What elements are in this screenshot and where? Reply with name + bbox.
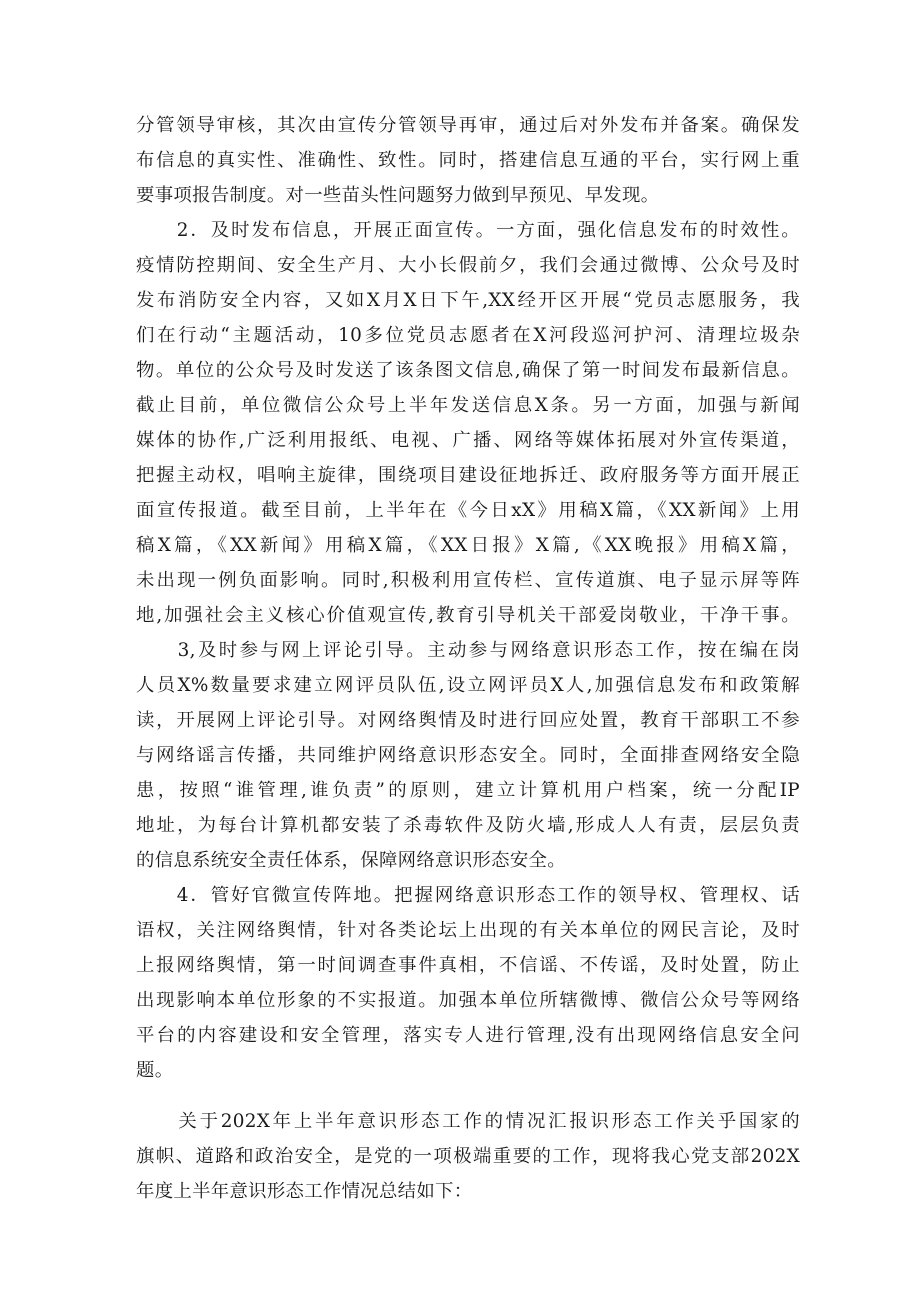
text-line: 疫情防控期间、安全生产月、大小长假前夕，我们会通过微博、公众号及时	[136, 255, 800, 276]
text-line: 年度上半年意识形态工作情况总结如下：	[136, 1181, 473, 1202]
text-line: 关于202X年上半年意识形态工作的情况汇报识形态工作关乎国家的	[136, 1111, 800, 1132]
paragraph-3	[136, 633, 800, 878]
text-line: 地,加强社会主义核心价值观宣传,教育引导机关干部爱岗敬业，干净干事。	[136, 605, 800, 626]
paragraph-2	[136, 213, 800, 633]
text-line: 2．及时发布信息，开展正面宣传。一方面，强化信息发布的时效性。	[136, 220, 800, 241]
text-line: 语权，关注网络舆情，针对各类论坛上出现的有关本单位的网民言论，及时	[136, 920, 800, 941]
text-line: 人员X%数量要求建立网评员队伍,设立网评员X人,加强信息发布和政策解	[136, 675, 800, 696]
text-line: 4．管好官微宣传阵地。把握网络意识形态工作的领导权、管理权、话	[136, 885, 800, 906]
text-line: 们在行动“主题活动，10多位党员志愿者在X河段巡河护河、清理垃圾杂	[136, 325, 800, 346]
text-line: 截止目前，单位微信公众号上半年发送信息X条。另一方面，加强与新闻	[136, 395, 800, 416]
text-line: 物。单位的公众号及时发送了该条图文信息,确保了第一时间发布最新信息。	[136, 360, 800, 381]
text-line: 出现影响本单位形象的不实报道。加强本单位所辖微博、微信公众号等网络	[136, 990, 800, 1011]
text-line: 地址，为每台计算机都安装了杀毒软件及防火墙,形成人人有责，层层负责	[136, 815, 800, 836]
text-line: 患，按照“谁管理,谁负责”的原则，建立计算机用户档案，统一分配IP	[136, 780, 800, 801]
text-line: 3,及时参与网上评论引导。主动参与网络意识形态工作，按在编在岗	[136, 640, 800, 661]
paragraph-1	[136, 108, 800, 213]
text-line: 平台的内容建设和安全管理，落实专人进行管理,没有出现网络信息安全问	[136, 1025, 800, 1046]
text-line: 未出现一例负面影响。同时,积极利用宣传栏、宣传道旗、电子显示屏等阵	[136, 570, 800, 591]
document-page	[136, 108, 800, 1209]
paragraph-5	[136, 1104, 800, 1209]
paragraph-4	[136, 878, 800, 1088]
text-line: 分管领导审核，其次由宣传分管领导再审，通过后对外发布并备案。确保发	[136, 115, 800, 136]
text-line: 旗帜、道路和政治安全，是党的一项极端重要的工作，现将我心党支部202X	[136, 1146, 800, 1167]
text-line: 与网络谣言传播，共同维护网络意识形态安全。同时，全面排查网络安全隐	[136, 745, 800, 766]
text-line: 媒体的协作,广泛利用报纸、电视、广播、网络等媒体拓展对外宣传渠道，	[136, 430, 800, 451]
text-line: 题。	[136, 1060, 174, 1081]
text-line: 的信息系统安全责任体系，保障网络意识形态安全。	[136, 850, 566, 871]
text-line: 把握主动权，唱响主旋律，围绕项目建设征地拆迁、政府服务等方面开展正	[136, 465, 800, 486]
paragraph-spacer	[136, 1088, 800, 1104]
text-line: 布信息的真实性、准确性、致性。同时，搭建信息互通的平台，实行网上重	[136, 150, 800, 171]
text-line: 稿X篇，《XX新闻》用稿X篇，《XX日报》X篇,《XX晚报》用稿X篇，	[136, 535, 800, 556]
text-line: 面宣传报道。截至目前，上半年在《今日xX》用稿X篇，《XX新闻》上用	[136, 500, 800, 521]
text-line: 要事项报告制度。对一些苗头性问题努力做到早预见、早发现。	[136, 185, 660, 206]
text-line: 发布消防安全内容，又如X月X日下午,XX经开区开展“党员志愿服务，我	[136, 290, 800, 311]
text-line: 读，开展网上评论引导。对网络舆情及时进行回应处置，教育干部职工不参	[136, 710, 800, 731]
text-line: 上报网络舆情，第一时间调查事件真相，不信谣、不传谣，及时处置，防止	[136, 955, 800, 976]
